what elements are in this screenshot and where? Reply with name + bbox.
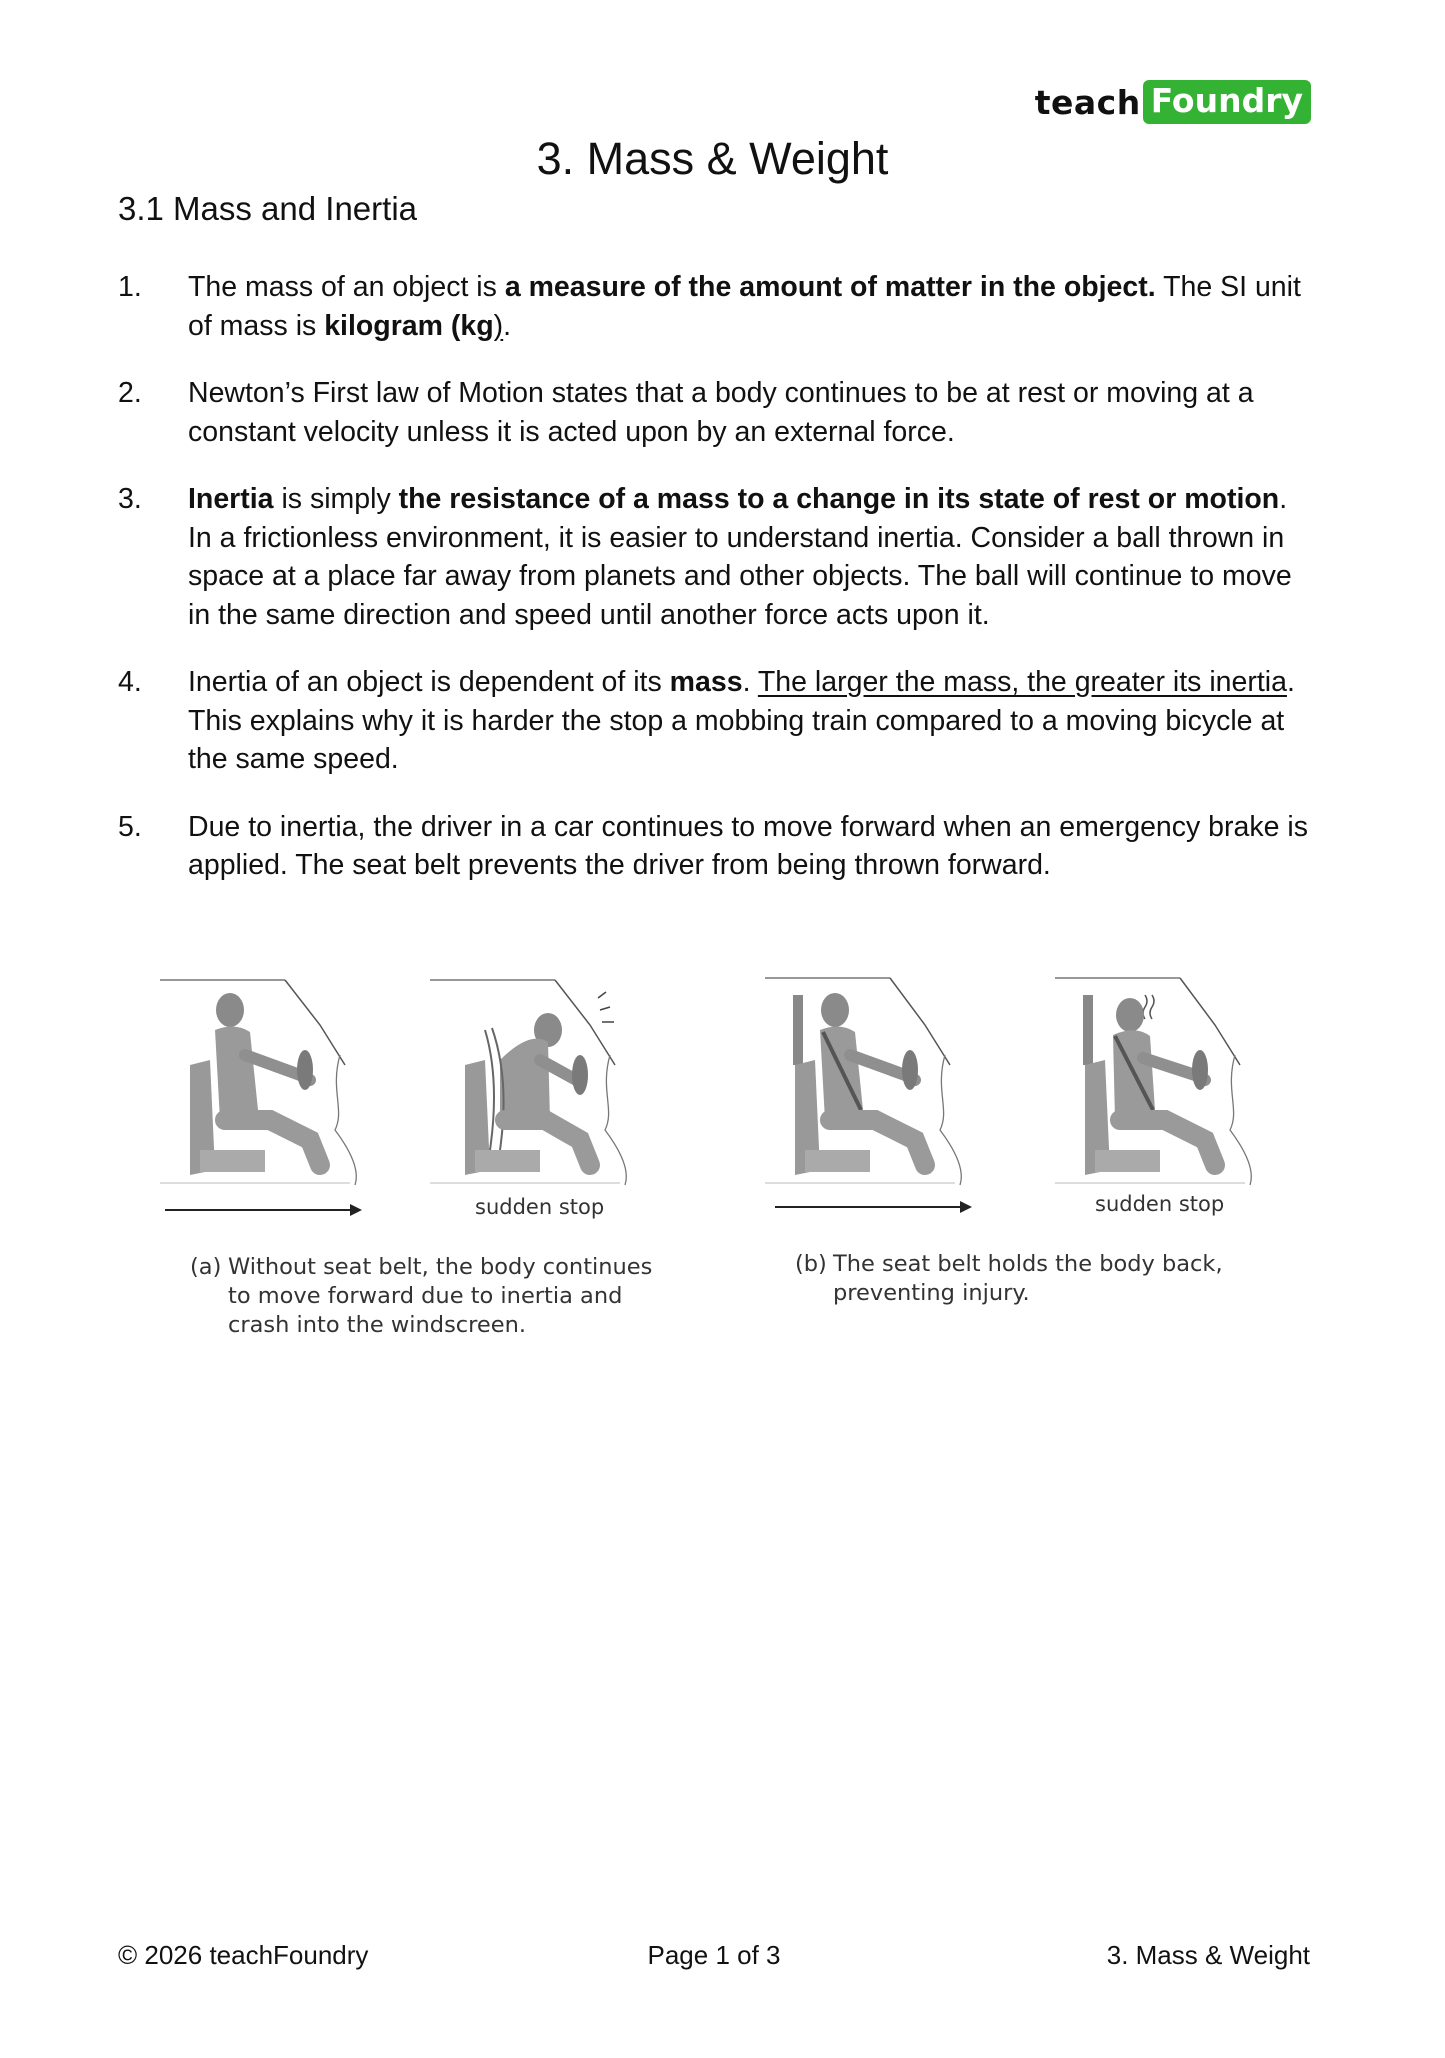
footer-page-number: Page 1 of 3 <box>647 1940 781 1970</box>
list-item-text <box>188 480 1318 634</box>
bold-text: a measure of the amount of matter in the object. <box>504 271 1156 303</box>
page-footer <box>118 1940 1310 1980</box>
list-item-number: 2. <box>118 377 142 409</box>
text-run: is simply <box>273 483 399 515</box>
underlined-text: The larger the mass, the greater its inertia <box>757 666 1287 698</box>
list-item-text <box>188 808 1318 885</box>
caption-a-line1: Without seat belt, the body continues <box>228 1254 653 1280</box>
text-run: The SI unit of mass is <box>188 271 1301 342</box>
caption-a-line2: to move forward due to inertia and <box>228 1283 623 1309</box>
caption-a <box>190 1253 670 1340</box>
brand-teach: teach <box>1034 82 1141 122</box>
list-item-number: 3. <box>118 483 142 515</box>
list-item <box>118 268 1318 345</box>
caption-b-tag: (b) <box>795 1251 827 1277</box>
list-item-number: 4. <box>118 666 142 698</box>
underlined-text: ) <box>493 309 504 342</box>
text-run: . <box>742 666 758 698</box>
sudden-stop-label-a: sudden stop <box>475 1195 605 1219</box>
driver-restrained-illustration <box>1055 970 1265 1195</box>
bold-text: kilogram (kg <box>324 309 494 342</box>
driver-thrown-illustration <box>430 970 640 1195</box>
list-item-text <box>188 663 1318 779</box>
text-run: . <box>503 309 512 342</box>
numbered-list <box>118 268 1318 914</box>
bold-text: the resistance of a mass to a change in its state of rest or motion <box>398 483 1280 515</box>
caption-b <box>795 1250 1275 1308</box>
list-item <box>118 374 1318 451</box>
list-item <box>118 808 1318 885</box>
caption-a-line3: crash into the windscreen. <box>228 1312 527 1338</box>
motion-arrow-icon <box>165 1200 365 1220</box>
list-item-number: 5. <box>118 810 142 843</box>
text-run: Newton’s First law of Motion states that a body continues to be at rest or moving at a constant velocity unless it is acted upon by an external force. <box>188 377 1254 448</box>
caption-b-line1: The seat belt holds the body back, <box>833 1251 1223 1277</box>
seat-belt-figure <box>150 970 1300 1350</box>
bold-text: Inertia <box>188 483 274 515</box>
driver-moving-illustration-b <box>765 970 975 1195</box>
page-title: 3. Mass & Weight <box>536 133 889 184</box>
footer-doc-title: 3. Mass & Weight <box>1106 1940 1310 1970</box>
caption-a-tag: (a) <box>190 1254 222 1280</box>
list-item <box>118 663 1318 779</box>
list-item-text <box>188 374 1318 451</box>
list-item-text <box>188 268 1318 345</box>
bold-text: mass <box>669 666 743 698</box>
sudden-stop-label-b: sudden stop <box>1095 1192 1225 1216</box>
motion-arrow-icon <box>775 1197 975 1217</box>
caption-b-line2: preventing injury. <box>833 1280 1030 1306</box>
text-run: The mass of an object is <box>188 271 505 303</box>
text-run: . In a frictionless environment, it is easier to understand inertia. Consider a ball thrown in space at a place far away from planets and other objects. The ball will continue to move in the same direction and speed until another force acts upon it. <box>188 483 1292 631</box>
list-item <box>118 480 1318 634</box>
text-run: Inertia of an object is dependent of its <box>188 666 670 698</box>
text-run: Due to inertia, the driver in a car continues to move forward when an emergency brake is applied. The seat belt prevents the driver from being thrown forward. <box>188 810 1308 881</box>
brand-logo <box>1035 80 1311 124</box>
driver-moving-illustration-a <box>160 970 370 1195</box>
section-title: 3.1 Mass and Inertia <box>118 190 417 227</box>
list-item-number: 1. <box>118 271 142 303</box>
footer-copyright: © 2026 teachFoundry <box>118 1940 369 1970</box>
text-run: . This explains why it is harder the stop a mobbing train compared to a moving bicycle at the same speed. <box>188 666 1295 775</box>
brand-foundry: Foundry <box>1143 80 1311 124</box>
